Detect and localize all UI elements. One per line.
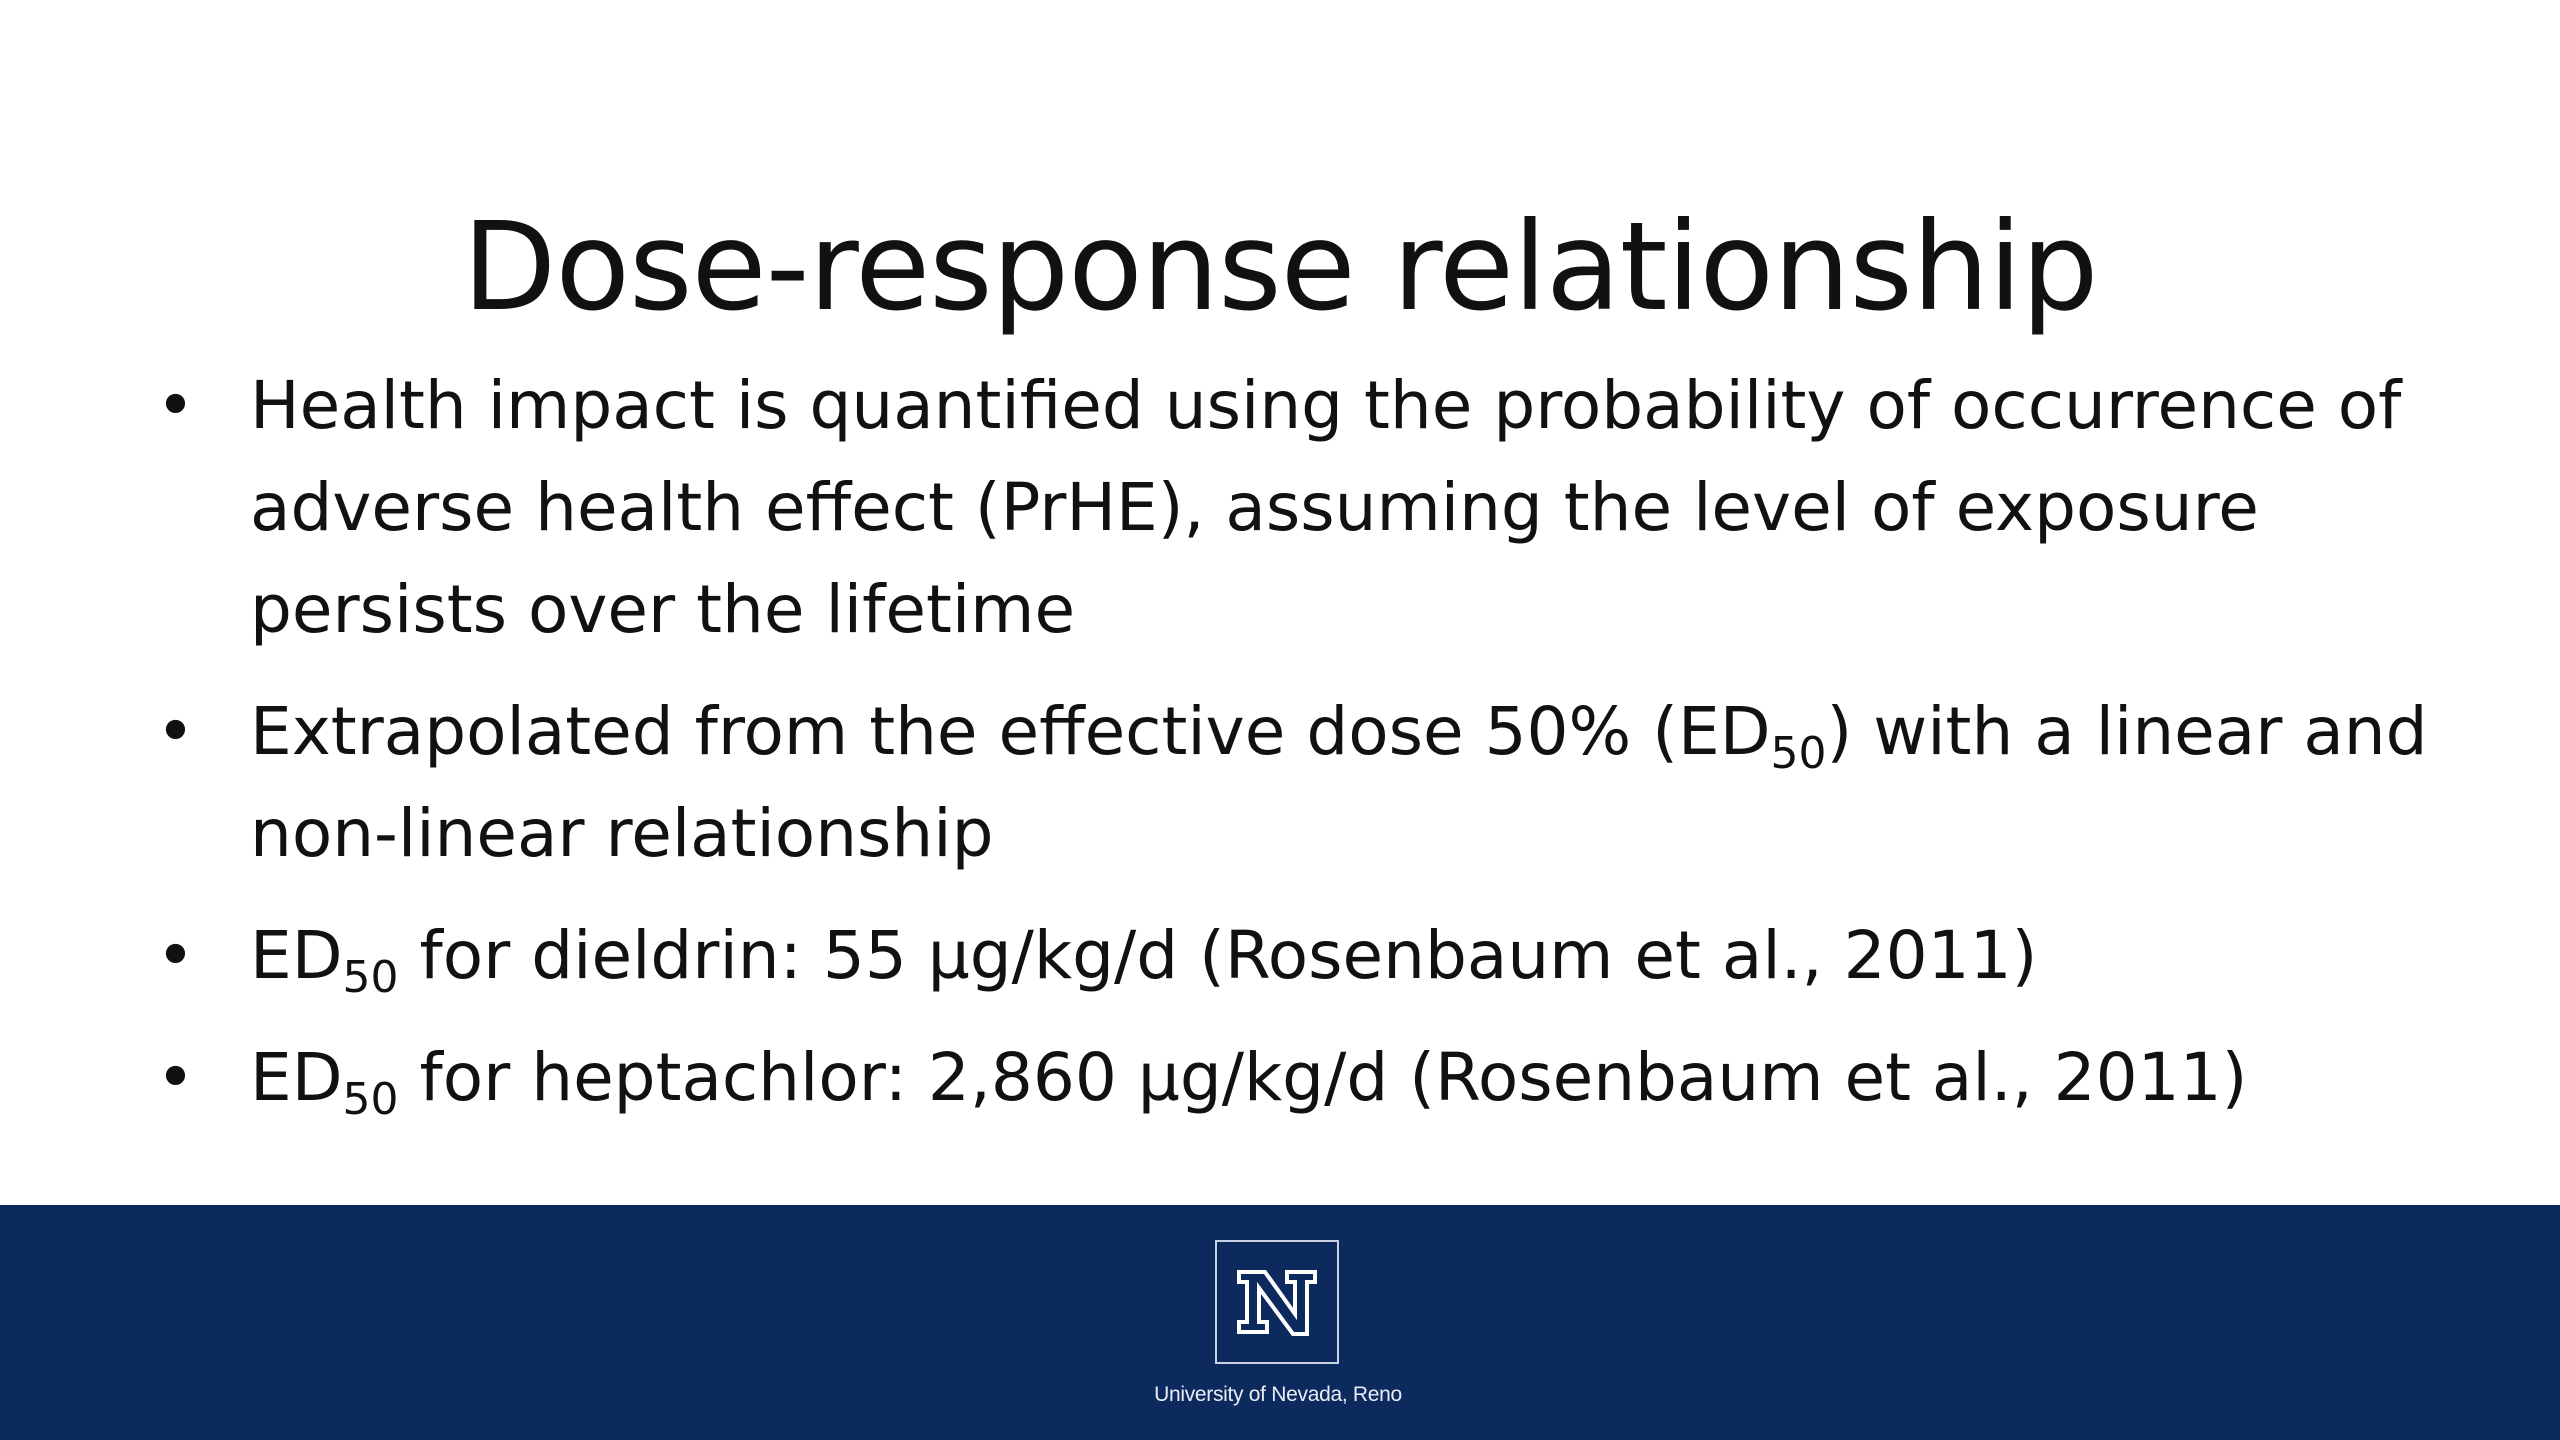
bullet-marker: • — [156, 367, 195, 444]
bullet-text-segment: for dieldrin: 55 µg/kg/d (Rosenbaum et al., 2011) — [398, 917, 2038, 994]
footer-bar — [0, 1205, 2560, 1440]
bullet-marker: • — [156, 693, 195, 770]
bullet-text — [250, 367, 2401, 648]
bullet-marker: • — [156, 917, 195, 994]
bullet-text-segment: Extrapolated from the effective dose 50% (ED — [250, 693, 1771, 770]
subscript-50: 50 — [342, 1074, 399, 1125]
subscript-50: 50 — [1770, 728, 1827, 779]
bullet-text — [250, 917, 2038, 1003]
slide-title: Dose-response relationship — [462, 195, 2098, 338]
bullet-text-segment: for heptachlor: 2,860 µg/kg/d (Rosenbaum et al., 2011) — [398, 1039, 2248, 1116]
bullet-list — [150, 355, 2450, 1149]
bullet-item — [150, 355, 2450, 661]
bullet-item — [150, 1027, 2450, 1129]
bullet-text — [250, 1039, 2248, 1125]
university-logo — [1215, 1240, 1339, 1364]
bullet-item — [150, 681, 2450, 885]
bullet-text-segment: ED — [250, 917, 343, 994]
subscript-50: 50 — [342, 952, 399, 1003]
bullet-text-segment: ) with a linear and non-linear relationship — [250, 693, 2428, 872]
bullet-text-segment: Health impact is quantified using the probability of occurrence of adverse health effect (PrHE), assuming the level of exposure persists over the lifetime — [250, 367, 2402, 648]
institution-name: University of Nevada, Reno — [1154, 1383, 1402, 1406]
bullet-item — [150, 905, 2450, 1007]
bullet-marker: • — [156, 1039, 195, 1116]
bullet-text-segment: ED — [250, 1039, 343, 1116]
n-logo-icon — [1217, 1242, 1337, 1362]
bullet-text — [250, 693, 2428, 872]
